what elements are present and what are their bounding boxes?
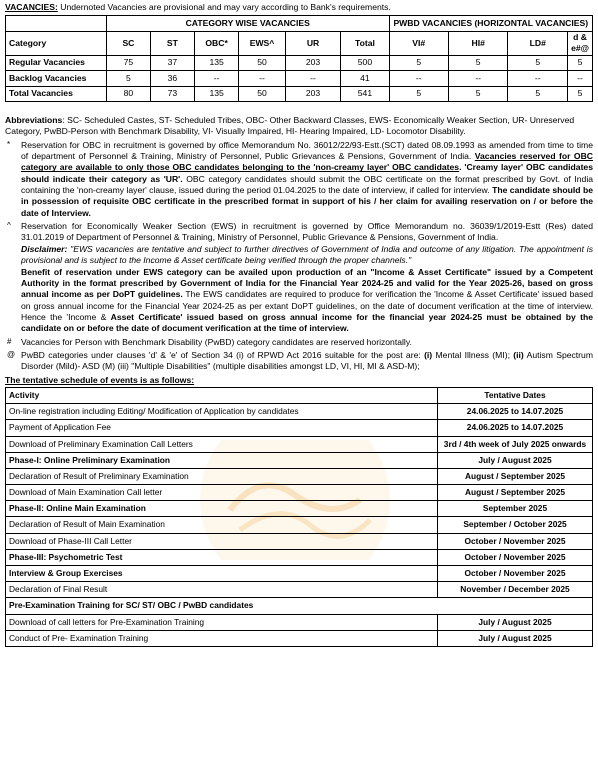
cell: 5 [508, 86, 568, 102]
col-vi: VI# [389, 31, 448, 55]
table-row [6, 468, 593, 484]
cell: 80 [106, 86, 150, 102]
note-text: Vacancies for Person with Benchmark Disability (PwBD) category candidates are reserved horizontally. [21, 336, 412, 347]
note-text: Reservation for OBC in recruitment is governed by office Memorandum No. 36012/22/93-Estt.(SCT) dated 08.09.1993 as amended from time to time of department of Personnel & Training, Ministry of Personnel, Public Grievances & Pensions, Government of India. Vacancies reserved for OBC category are available to only those OBC candidates belonging to the 'non-creamy layer' OBC candidates. 'Creamy layer' OBC candidates should indicate their category as 'UR'. OBC category candidates should submit the OBC certificate on the format prescribed by Govt. of India containing the 'non-creamy layer' clause, issued during the period 01.04.2025 to the date of interview, if called for interview. The candidate should be in possession of requisite OBC certificate in the prescribed format in support of his / her claim for availing reservation on / or before the date of Interview. [21, 139, 594, 218]
note-text: Reservation for Economically Weaker Section (EWS) in recruitment is governed by Office Memorandum no. 36039/1/2019-Estt (Res) dated 31.01.2019 of Department of Personnel & Training, Ministry of Personnel, Public Grievance & Pensions, Government of India. Disclaimer: "EWS vacancies are tentative and subject to further directives of Government of India and outcome of any litigation. The appointment is provisional and is subject to the Income & Asset certificate being verified through the proper channels." Benefit of reservation under EWS category can be availed upon production of an "Income & Asset Certificate" issued by a Competent Authority in the format prescribed by Government of India for the Financial Year 2024-25 and valid for the Year 2025-26, based on gross annual income as per DoPT guidelines. The EWS candidates are required to produce for verification the 'Income & Asset Certificate' issued based on gross annual income for the Financial Year 2024-25 as per extant DoPT guidelines, on the date of document verification at the time of interview. Hence the 'Income & Asset Certificate' issued based on gross annual income for the financial year 2024-25 must be obtained by the candidate on or before the date of document verification at the time of interview. [21, 221, 593, 334]
schedule-activity: Declaration of Result of Preliminary Examination [6, 468, 438, 484]
vacancies-note: Undernoted Vacancies are provisional and may vary according to Bank's requirements. [57, 2, 391, 12]
schedule-date: October / November 2025 [438, 549, 593, 565]
table-row [6, 566, 593, 582]
schedule-activity: Download of Main Examination Call letter [6, 485, 438, 501]
vacancies-table [5, 15, 593, 102]
table-row [6, 71, 593, 87]
note-ews [5, 221, 593, 334]
blank-cell [6, 16, 107, 32]
cell: 203 [285, 86, 341, 102]
cell: 135 [194, 55, 238, 71]
cell: -- [448, 71, 507, 87]
document-page [5, 2, 593, 647]
note-symbol: @ [7, 349, 16, 359]
schedule-activity: Conduct of Pre- Examination Training [6, 630, 438, 646]
note-symbol: * [7, 139, 11, 149]
table-row [6, 549, 593, 565]
table-row [6, 501, 593, 517]
cell: 203 [285, 55, 341, 71]
schedule-activity: Download of call letters for Pre-Examination Training [6, 614, 438, 630]
cell: -- [239, 71, 285, 87]
table-column-header [6, 31, 593, 55]
schedule-activity: Payment of Application Fee [6, 420, 438, 436]
category-wise-header: CATEGORY WISE VACANCIES [106, 16, 389, 32]
note-obc [5, 140, 593, 219]
notes [5, 140, 593, 373]
cell: 73 [150, 86, 194, 102]
table-row [6, 517, 593, 533]
schedule-activity: Phase-III: Psychometric Test [6, 549, 438, 565]
cell: -- [285, 71, 341, 87]
table-row [6, 630, 593, 646]
col-category: Category [6, 31, 107, 55]
row-label: Backlog Vacancies [6, 71, 107, 87]
cell: 500 [341, 55, 389, 71]
schedule-date: July / August 2025 [438, 452, 593, 468]
schedule-date: September 2025 [438, 501, 593, 517]
table-row [6, 86, 593, 102]
table-row [6, 436, 593, 452]
note-at [5, 350, 593, 373]
schedule-date: September / October 2025 [438, 517, 593, 533]
cell: 5 [389, 86, 448, 102]
schedule-date: 24.06.2025 to 14.07.2025 [438, 420, 593, 436]
cell: -- [568, 71, 593, 87]
schedule-activity: Interview & Group Exercises [6, 566, 438, 582]
note-symbol: ^ [7, 221, 11, 231]
table-row [6, 533, 593, 549]
schedule-date: 3rd / 4th week of July 2025 onwards [438, 436, 593, 452]
schedule-date: November / December 2025 [438, 582, 593, 598]
table-row [6, 598, 593, 614]
schedule-activity: Phase-II: Online Main Examination [6, 501, 438, 517]
schedule-table [5, 387, 593, 647]
schedule-date: August / September 2025 [438, 468, 593, 484]
col-hi: HI# [448, 31, 507, 55]
cell: 5 [389, 55, 448, 71]
schedule-activity: Download of Phase-III Call Letter [6, 533, 438, 549]
table-group-header [6, 16, 593, 32]
schedule-date: August / September 2025 [438, 485, 593, 501]
col-st: ST [150, 31, 194, 55]
vacancies-heading [5, 2, 593, 13]
vacancies-label: VACANCIES: [5, 2, 58, 12]
schedule-title: The tentative schedule of events is as follows: [5, 374, 195, 385]
cell: 75 [106, 55, 150, 71]
cell: 5 [568, 86, 593, 102]
cell: 41 [341, 71, 389, 87]
table-row [6, 55, 593, 71]
cell: 5 [106, 71, 150, 87]
cell: 36 [150, 71, 194, 87]
cell: -- [194, 71, 238, 87]
table-row [6, 420, 593, 436]
note-text: PwBD categories under clauses 'd' & 'e' of Section 34 (i) of RPWD Act 2016 suitable for the post are: (i) Mental Illness (MI); (ii) Autism Spectrum Disorder (Mild)- ASD (M) (iii) "Multiple Disabilities" (multiple disabilities amongst LD, VI, HI, MI & ASD-M); [21, 349, 593, 372]
pwbd-header: PWBD VACANCIES (HORIZONTAL VACANCIES) [389, 16, 592, 32]
note-pwbd [5, 337, 593, 348]
cell: 541 [341, 86, 389, 102]
cell: 5 [568, 55, 593, 71]
col-ur: UR [285, 31, 341, 55]
cell: 135 [194, 86, 238, 102]
cell: -- [508, 71, 568, 87]
col-ld: LD# [508, 31, 568, 55]
cell: 5 [448, 86, 507, 102]
col-obc: OBC* [194, 31, 238, 55]
schedule-date: October / November 2025 [438, 533, 593, 549]
cell: 50 [239, 86, 285, 102]
schedule-date: July / August 2025 [438, 630, 593, 646]
cell: 50 [239, 55, 285, 71]
col-ews: EWS^ [239, 31, 285, 55]
table-row [6, 452, 593, 468]
schedule-activity: Declaration of Final Result [6, 582, 438, 598]
schedule-activity: On-line registration including Editing/ Modification of Application by candidates [6, 404, 438, 420]
table-row [6, 614, 593, 630]
schedule-activity: Phase-I: Online Preliminary Examination [6, 452, 438, 468]
cell: 5 [508, 55, 568, 71]
table-row [6, 404, 593, 420]
col-dates: Tentative Dates [438, 387, 593, 403]
schedule-activity: Pre-Examination Training for SC/ ST/ OBC / PwBD candidates [6, 598, 593, 614]
schedule-header [6, 387, 593, 403]
abbreviations-text: : SC- Scheduled Castes, ST- Scheduled Tribes, OBC- Other Backward Classes, EWS- Economically Weaker Section, UR- Unreserved Category, PwBD-Person with Benchmark Disability, VI- Visually Impaired, HI- Hearing Impaired, LD- Locomotor Disability. [5, 115, 575, 137]
row-label: Total Vacancies [6, 86, 107, 102]
col-activity: Activity [6, 387, 438, 403]
abbreviations-label: Abbreviations [5, 115, 63, 126]
schedule-date: 24.06.2025 to 14.07.2025 [438, 404, 593, 420]
schedule-activity: Declaration of Result of Main Examination [6, 517, 438, 533]
note-symbol: # [7, 336, 12, 346]
schedule-activity: Download of Preliminary Examination Call Letters [6, 436, 438, 452]
col-sc: SC [106, 31, 150, 55]
row-label: Regular Vacancies [6, 55, 107, 71]
abbreviations [5, 115, 593, 138]
cell: 5 [448, 55, 507, 71]
table-row [6, 582, 593, 598]
cell: 37 [150, 55, 194, 71]
col-de: d & e#@ [568, 31, 593, 55]
cell: -- [389, 71, 448, 87]
table-row [6, 485, 593, 501]
col-total: Total [341, 31, 389, 55]
schedule-date: October / November 2025 [438, 566, 593, 582]
schedule-date: July / August 2025 [438, 614, 593, 630]
